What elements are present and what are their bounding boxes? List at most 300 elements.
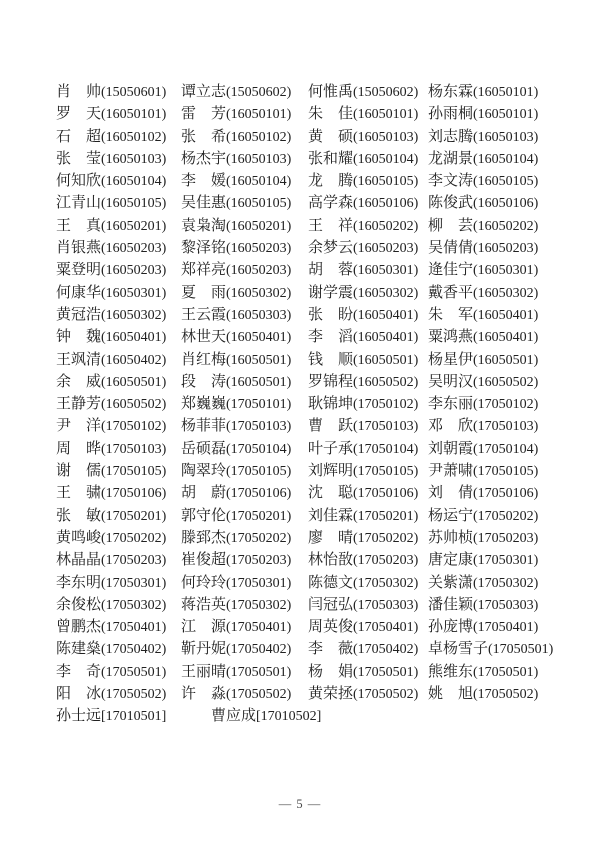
roster-entry xyxy=(308,594,428,616)
student-id: (16050103) xyxy=(101,151,167,167)
roster-entry xyxy=(181,304,308,326)
student-name: 龙湖景 xyxy=(428,150,474,167)
student-name: 余梦云 xyxy=(308,240,354,257)
roster-entry xyxy=(428,282,556,304)
student-id: (17050105) xyxy=(473,464,539,480)
student-id: (16050203) xyxy=(226,241,292,257)
roster-entry xyxy=(56,103,181,125)
student-id: (17050301) xyxy=(101,575,167,591)
student-name: 滕郅杰 xyxy=(181,529,227,546)
student-name: 孙庞博 xyxy=(428,619,474,636)
student-name: 粟鸿燕 xyxy=(428,329,474,346)
student-id: (17050103) xyxy=(101,441,167,457)
student-id: (17050101) xyxy=(226,397,292,413)
roster-entry xyxy=(428,148,556,170)
roster-entry xyxy=(56,148,181,170)
roster-entry xyxy=(428,215,556,237)
roster-entry xyxy=(181,438,308,460)
roster-entry xyxy=(308,170,428,192)
student-name: 王丽晴 xyxy=(181,663,227,680)
student-name: 罗 天 xyxy=(56,106,102,123)
roster-entry xyxy=(56,126,181,148)
roster-entry xyxy=(428,192,556,214)
roster-entry xyxy=(428,393,556,415)
student-name: 朱 佳 xyxy=(308,106,354,123)
student-name: 钱 顺 xyxy=(308,351,354,368)
roster-entry xyxy=(56,237,181,259)
student-id: (17050302) xyxy=(101,597,167,613)
roster-entry xyxy=(181,326,308,348)
student-id: (17050301) xyxy=(473,553,539,569)
student-id: (16050103) xyxy=(226,151,292,167)
roster-entry xyxy=(56,527,181,549)
student-id: (15050601) xyxy=(101,85,167,100)
student-id: (17050106) xyxy=(101,486,167,502)
student-id: (17050303) xyxy=(473,597,539,613)
student-id: (17050103) xyxy=(473,419,539,435)
student-id: (16050301) xyxy=(473,263,539,279)
roster-entry xyxy=(56,572,181,594)
student-name: 沈 聪 xyxy=(308,485,354,502)
student-id: (15050602) xyxy=(353,85,419,100)
student-id: (17050401) xyxy=(101,620,167,636)
roster-entry xyxy=(428,438,556,460)
student-name: 李 滔 xyxy=(308,329,354,346)
student-id: (16050103) xyxy=(473,129,539,145)
student-name: 段 涛 xyxy=(181,373,227,390)
student-id: (17050502) xyxy=(473,687,539,703)
roster-entry xyxy=(181,616,308,638)
student-name: 郭守伦 xyxy=(181,507,227,524)
student-id: (17050502) xyxy=(353,687,419,703)
student-name: 李 奇 xyxy=(56,663,102,680)
roster-entry xyxy=(56,683,181,705)
roster-entry xyxy=(56,259,181,281)
roster-entry xyxy=(308,527,428,549)
student-name: 江青山 xyxy=(56,195,102,212)
roster-entry xyxy=(181,527,308,549)
roster-entry xyxy=(56,81,181,103)
student-name: 岳硕磊 xyxy=(181,440,227,457)
student-id: (16050101) xyxy=(226,107,292,123)
student-name: 熊维东 xyxy=(428,663,474,680)
student-name: 吴倩倩 xyxy=(428,240,474,257)
student-name: 崔俊超 xyxy=(181,552,227,569)
roster-entry xyxy=(56,371,181,393)
student-id: (17050105) xyxy=(101,464,167,480)
student-name: 吴明汉 xyxy=(428,373,474,390)
roster-entry xyxy=(308,326,428,348)
student-name: 杨 娟 xyxy=(308,663,354,680)
student-name: 耿锦坤 xyxy=(308,396,354,413)
roster-entry xyxy=(56,460,181,482)
student-name: 张 盼 xyxy=(308,306,354,323)
student-name: 卓杨雪子 xyxy=(428,641,489,658)
student-id: (16050105) xyxy=(473,174,539,190)
student-name: 李 媛 xyxy=(181,173,227,190)
student-name: 张和耀 xyxy=(308,150,354,167)
student-name: 曹 跃 xyxy=(308,418,354,435)
student-id: (17050302) xyxy=(473,575,539,591)
roster-entry xyxy=(308,683,428,705)
roster-entry xyxy=(428,304,556,326)
student-name: 戴香平 xyxy=(428,284,474,301)
roster-entry xyxy=(56,349,181,371)
student-name: 靳丹妮 xyxy=(181,641,227,658)
roster-entry xyxy=(56,282,181,304)
student-name: 陶翠玲 xyxy=(181,463,227,480)
roster-entry xyxy=(428,683,556,705)
student-name: 夏 雨 xyxy=(181,284,227,301)
student-name: 何惟禹 xyxy=(308,84,354,100)
student-name: 林晶晶 xyxy=(56,552,102,569)
roster-entry xyxy=(308,393,428,415)
student-id: (16050301) xyxy=(101,285,167,301)
roster-entry xyxy=(181,549,308,571)
student-name: 刘朝霞 xyxy=(428,440,474,457)
student-name: 张 莹 xyxy=(56,150,102,167)
student-id: (16050103) xyxy=(353,129,419,145)
student-name: 柳 芸 xyxy=(428,217,474,234)
student-name: 江 源 xyxy=(181,619,227,636)
student-name: 陈俊武 xyxy=(428,195,474,212)
student-name: 石 超 xyxy=(56,128,102,145)
student-name: 黄荣拯 xyxy=(308,686,354,703)
student-name: 李东丽 xyxy=(428,396,474,413)
roster-entry xyxy=(181,638,308,660)
student-id: (16050502) xyxy=(101,397,167,413)
student-name: 尹 洋 xyxy=(56,418,102,435)
student-name: 陈德文 xyxy=(308,574,354,591)
roster-entry xyxy=(308,259,428,281)
roster-entry xyxy=(308,192,428,214)
student-id: (16050302) xyxy=(353,285,419,301)
student-id: (17050103) xyxy=(353,419,419,435)
student-name: 肖银燕 xyxy=(56,240,102,257)
roster-entry xyxy=(181,282,308,304)
student-id: (16050101) xyxy=(353,107,419,123)
student-name: 张 敏 xyxy=(56,507,102,524)
student-name: 蒋浩英 xyxy=(181,596,227,613)
roster-entry xyxy=(308,482,428,504)
student-name: 刘 倩 xyxy=(428,485,474,502)
roster-entry xyxy=(428,616,556,638)
roster-entry xyxy=(181,661,308,683)
student-id: (16050501) xyxy=(473,352,539,368)
student-name: 刘辉明 xyxy=(308,463,354,480)
roster-entry xyxy=(308,349,428,371)
roster-entry xyxy=(428,661,556,683)
student-id: (17050203) xyxy=(473,530,539,546)
roster-entry xyxy=(308,638,428,660)
student-name: 林怡敔 xyxy=(308,552,354,569)
roster-entry xyxy=(56,215,181,237)
student-id: (15050602) xyxy=(226,85,292,100)
student-id: (16050101) xyxy=(473,85,539,100)
student-id: (16050202) xyxy=(473,218,539,234)
student-id: (16050302) xyxy=(473,285,539,301)
student-id: (16050303) xyxy=(226,307,292,323)
student-name: 黄鸣峻 xyxy=(56,529,102,546)
student-id: [17010502] xyxy=(256,709,322,725)
student-id: (16050203) xyxy=(473,241,539,257)
student-name: 郑巍巍 xyxy=(181,396,227,413)
roster-entry xyxy=(181,460,308,482)
student-name: 何康华 xyxy=(56,284,102,301)
student-name: 雷 芳 xyxy=(181,106,227,123)
student-id: (17050203) xyxy=(226,553,292,569)
student-name: 王 骕 xyxy=(56,485,102,502)
student-id: (17050501) xyxy=(101,664,167,680)
roster-entry xyxy=(181,683,308,705)
student-name: 龙 腾 xyxy=(308,173,354,190)
roster-entry xyxy=(56,170,181,192)
student-name: 苏帅桢 xyxy=(428,529,474,546)
student-id: (16050502) xyxy=(473,374,539,390)
student-name: 粟登明 xyxy=(56,262,102,279)
student-name: 叶子承 xyxy=(308,440,354,457)
roster-entry xyxy=(308,505,428,527)
student-id: (16050104) xyxy=(226,174,292,190)
roster-entry xyxy=(56,482,181,504)
student-id: (16050501) xyxy=(353,352,419,368)
student-name: 曹应成 xyxy=(211,708,257,725)
roster-entry xyxy=(211,705,322,727)
student-id: (17050301) xyxy=(226,575,292,591)
student-name: 黎泽铭 xyxy=(181,240,227,257)
student-id: (16050203) xyxy=(226,263,292,279)
student-id: (16050105) xyxy=(101,196,167,212)
student-id: (17050402) xyxy=(353,642,419,658)
student-name: 肖红梅 xyxy=(181,351,227,368)
roster-entry xyxy=(56,415,181,437)
roster-entry xyxy=(181,192,308,214)
roster-entry xyxy=(428,638,556,660)
roster-entry xyxy=(428,103,556,125)
student-id: (16050106) xyxy=(353,196,419,212)
roster-entry xyxy=(308,282,428,304)
student-name: 张 希 xyxy=(181,128,227,145)
student-name: 王静芳 xyxy=(56,396,102,413)
student-name: 高学森 xyxy=(308,195,354,212)
student-name: 肖 帅 xyxy=(56,84,102,100)
roster-entry xyxy=(308,304,428,326)
student-id: (17050501) xyxy=(488,642,554,658)
roster-entry xyxy=(308,438,428,460)
student-id: (17050104) xyxy=(353,441,419,457)
student-name: 杨菲菲 xyxy=(181,418,227,435)
student-name: 王飒清 xyxy=(56,351,102,368)
roster-entry xyxy=(308,103,428,125)
roster-entry xyxy=(428,371,556,393)
roster-entry xyxy=(56,192,181,214)
roster-entry xyxy=(181,259,308,281)
roster-entry xyxy=(428,415,556,437)
roster-entry xyxy=(181,126,308,148)
roster-entry xyxy=(308,215,428,237)
student-id: (17050102) xyxy=(353,397,419,413)
student-id: (16050202) xyxy=(353,218,419,234)
student-name: 黄冠浩 xyxy=(56,306,102,323)
student-id: (16050401) xyxy=(226,330,292,346)
student-id: (16050105) xyxy=(353,174,419,190)
student-id: (16050301) xyxy=(353,263,419,279)
student-name: 王 真 xyxy=(56,217,102,234)
student-name: 杨东霖 xyxy=(428,84,474,100)
roster-entry xyxy=(56,616,181,638)
roster-entry xyxy=(428,259,556,281)
student-name: 王 祥 xyxy=(308,217,354,234)
roster-entry xyxy=(181,81,308,103)
student-id: (17050102) xyxy=(473,397,539,413)
roster-entry xyxy=(181,393,308,415)
student-id: (17050203) xyxy=(101,553,167,569)
student-id: (17050401) xyxy=(353,620,419,636)
student-name: 余俊松 xyxy=(56,596,102,613)
roster-entry xyxy=(428,572,556,594)
roster-entry xyxy=(181,482,308,504)
student-id: (16050401) xyxy=(101,330,167,346)
student-id: (17050106) xyxy=(473,486,539,502)
student-id: (17050302) xyxy=(353,575,419,591)
student-id: (16050104) xyxy=(473,151,539,167)
student-name: 孙雨桐 xyxy=(428,106,474,123)
roster-entry xyxy=(181,170,308,192)
student-id: (16050104) xyxy=(353,151,419,167)
student-id: (16050203) xyxy=(101,241,167,257)
student-id: (17050202) xyxy=(101,530,167,546)
roster-entry xyxy=(56,594,181,616)
roster-entry xyxy=(308,371,428,393)
student-name: 逄佳宁 xyxy=(428,262,474,279)
roster-entry xyxy=(56,393,181,415)
student-name: 罗锦程 xyxy=(308,373,354,390)
roster-entry xyxy=(308,126,428,148)
student-id: (16050302) xyxy=(226,285,292,301)
student-name: 廖 晴 xyxy=(308,529,354,546)
student-id: (17050105) xyxy=(353,464,419,480)
student-name: 尹萧啸 xyxy=(428,463,474,480)
student-id: (17050202) xyxy=(353,530,419,546)
student-id: (17050202) xyxy=(473,508,539,524)
student-id: (17050501) xyxy=(473,664,539,680)
student-name: 曾鹏杰 xyxy=(56,619,102,636)
student-id: (17050106) xyxy=(353,486,419,502)
student-id: (16050104) xyxy=(101,174,167,190)
roster-entry xyxy=(181,349,308,371)
roster-entry xyxy=(308,237,428,259)
roster-entry xyxy=(181,148,308,170)
roster-entry xyxy=(428,460,556,482)
student-id: (16050401) xyxy=(353,307,419,323)
student-name: 邓 欣 xyxy=(428,418,474,435)
roster-entry xyxy=(428,482,556,504)
student-id: (17050104) xyxy=(226,441,292,457)
student-name: 周 晔 xyxy=(56,440,102,457)
student-id: (16050102) xyxy=(101,129,167,145)
student-id: (16050502) xyxy=(353,374,419,390)
roster-entry xyxy=(308,415,428,437)
roster-entry xyxy=(428,505,556,527)
student-name: 谭立志 xyxy=(181,84,227,100)
student-id: (17050402) xyxy=(101,642,167,658)
student-id: (17050102) xyxy=(101,419,167,435)
roster-entry xyxy=(428,349,556,371)
student-name: 郑祥亮 xyxy=(181,262,227,279)
student-name: 李东明 xyxy=(56,574,102,591)
student-name: 胡 蔚 xyxy=(181,485,227,502)
student-id: (16050102) xyxy=(226,129,292,145)
roster-entry xyxy=(181,572,308,594)
student-id: (17050303) xyxy=(353,597,419,613)
roster-entry xyxy=(428,594,556,616)
roster-entry xyxy=(181,215,308,237)
student-name: 闫冠弘 xyxy=(308,596,354,613)
student-id: (17050502) xyxy=(226,687,292,703)
student-name: 李文涛 xyxy=(428,173,474,190)
student-name: 李 薇 xyxy=(308,641,354,658)
student-name: 黄 硕 xyxy=(308,128,354,145)
roster-entry xyxy=(181,103,308,125)
roster-entry xyxy=(56,505,181,527)
student-id: (16050201) xyxy=(226,218,292,234)
student-id: (16050401) xyxy=(353,330,419,346)
student-name: 陈建燊 xyxy=(56,641,102,658)
student-name: 杨运宁 xyxy=(428,507,474,524)
roster-entry xyxy=(308,661,428,683)
student-name: 周英俊 xyxy=(308,619,354,636)
student-id: (17050501) xyxy=(226,664,292,680)
student-id: (17050104) xyxy=(473,441,539,457)
roster-entry xyxy=(181,237,308,259)
student-id: (16050105) xyxy=(226,196,292,212)
student-name: 刘志腾 xyxy=(428,128,474,145)
student-name: 胡 蓉 xyxy=(308,262,354,279)
student-id: (16050402) xyxy=(101,352,167,368)
student-id: (17050401) xyxy=(226,620,292,636)
student-name: 何知欣 xyxy=(56,173,102,190)
student-id: (17050106) xyxy=(226,486,292,502)
roster-entry xyxy=(181,594,308,616)
student-name: 关紫潇 xyxy=(428,574,474,591)
student-id: (16050203) xyxy=(353,241,419,257)
roster-entry xyxy=(428,170,556,192)
student-id: (17050501) xyxy=(353,664,419,680)
student-name: 王云霞 xyxy=(181,306,227,323)
student-id: (16050501) xyxy=(226,352,292,368)
student-id: (16050201) xyxy=(101,218,167,234)
roster-entry xyxy=(308,616,428,638)
student-id: (16050106) xyxy=(473,196,539,212)
roster-entry xyxy=(56,661,181,683)
roster-entry xyxy=(181,415,308,437)
student-name: 钟 魏 xyxy=(56,329,102,346)
student-id: (17050203) xyxy=(353,553,419,569)
student-name: 唐定康 xyxy=(428,552,474,569)
student-id: (17050201) xyxy=(226,508,292,524)
student-id: (17050105) xyxy=(226,464,292,480)
student-name: 许 淼 xyxy=(181,686,227,703)
roster-entry xyxy=(308,549,428,571)
student-name: 潘佳颖 xyxy=(428,596,474,613)
roster-entry xyxy=(56,705,181,727)
roster-entry xyxy=(181,371,308,393)
student-id: (16050401) xyxy=(473,307,539,323)
roster-entry xyxy=(56,549,181,571)
student-name: 谢 儒 xyxy=(56,463,102,480)
student-name: 谢学震 xyxy=(308,284,354,301)
student-name: 何玲玲 xyxy=(181,574,227,591)
